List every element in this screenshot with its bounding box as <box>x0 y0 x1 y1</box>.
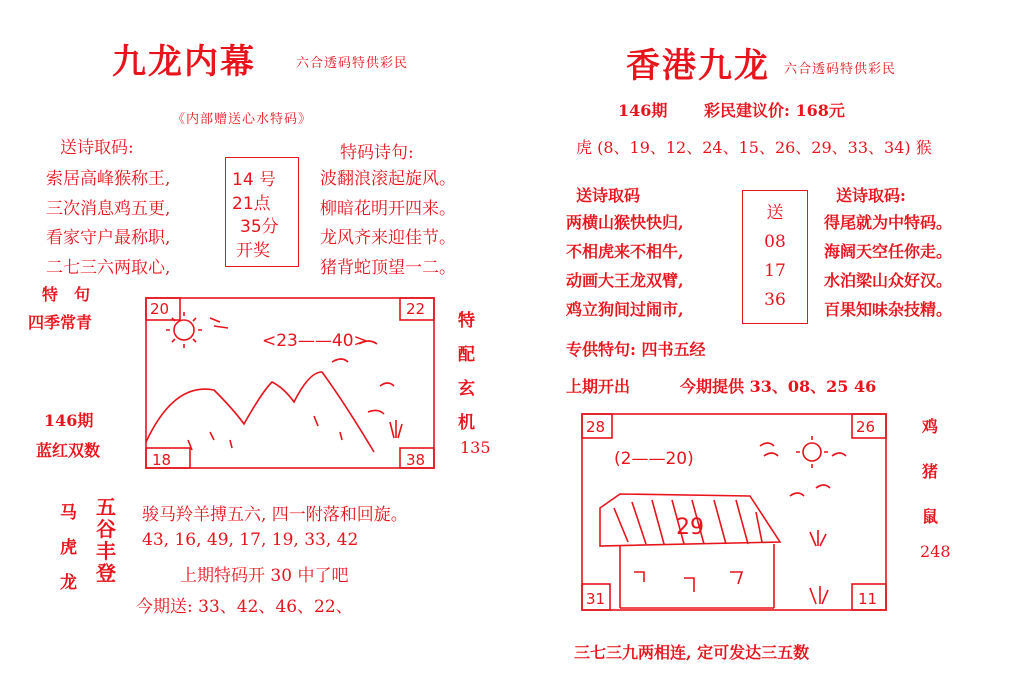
right-special-line-4: 百果知味杂技精。 <box>824 300 953 319</box>
draw-label: 开奖 <box>236 241 270 261</box>
grain-char-4: 登 <box>96 561 116 585</box>
box-number-3: 36 <box>764 290 786 310</box>
right-box-values <box>752 198 798 310</box>
left-bottom-poem: 骏马羚羊搏五六, 四一附落和回旋。 <box>142 505 408 525</box>
right-this-issue: 今期提供 33、08、25 46 <box>680 377 877 396</box>
right-side-number: 248 <box>920 542 951 561</box>
draw-minute: 35分 <box>240 217 279 237</box>
right-special-line-3: 水泊梁山众好汉。 <box>824 271 953 290</box>
left-title: 九龙内幕 <box>112 42 256 82</box>
right-poem-heading: 送诗取码 <box>576 186 641 205</box>
right-price: 彩民建议价: 168元 <box>704 101 845 120</box>
left-poem-line-4: 二七三六两取心, <box>46 258 171 278</box>
left-issue-value: 蓝红双数 <box>36 441 101 460</box>
right-special-line-1: 得尾就为中特码。 <box>824 213 953 232</box>
left-bottom-numbers: 43, 16, 49, 17, 19, 33, 42 <box>142 530 359 550</box>
right-footer: 三七三九两相连, 定可发达三五数 <box>574 643 810 662</box>
left-sketch-tr: 22 <box>406 300 426 318</box>
right-sketch-tl: 28 <box>586 418 606 436</box>
side-char-1: 特 <box>458 311 475 331</box>
left-special-poem-heading: 特码诗句: <box>340 143 414 163</box>
right-last-open: 上期开出 <box>566 377 631 396</box>
right-special-phrase: 专供特句: 四书五经 <box>566 340 706 359</box>
left-side-number: 135 <box>460 438 491 457</box>
left-special-line-2: 柳暗花明开四来。 <box>320 199 456 219</box>
right-tiger-line: 虎 (8、19、12、24、15、26、29、33、34) 猴 <box>576 138 932 157</box>
grain-char-3: 丰 <box>96 539 116 563</box>
left-sketch-range: <23——40> <box>262 331 368 351</box>
left-sketch-bl: 18 <box>152 451 172 469</box>
side-char-2: 配 <box>458 345 475 365</box>
right-special-poem-heading: 送诗取码: <box>836 186 906 205</box>
draw-hour: 21点 <box>232 194 271 214</box>
left-animals <box>60 498 77 593</box>
right-sketch-roof: 29 <box>676 515 704 540</box>
left-side-vertical <box>458 306 475 433</box>
left-poem-line-2: 三次消息鸡五更, <box>46 199 171 219</box>
side-char-4: 机 <box>458 413 475 433</box>
right-title: 香港九龙 <box>626 46 770 86</box>
left-special-line-3: 龙风齐来迎佳节。 <box>320 228 456 248</box>
right-poem-line-3: 动画大王龙双臂, <box>566 271 684 290</box>
box-number-2: 17 <box>764 261 786 281</box>
left-today-send: 今期送: 33、42、46、22、 <box>136 597 353 617</box>
right-side-animals <box>922 414 938 527</box>
side-char-3: 玄 <box>458 379 475 399</box>
animal-tiger: 虎 <box>60 538 77 558</box>
right-issue: 146期 <box>618 101 668 120</box>
left-mountain-sketch <box>144 292 438 474</box>
side-animal-rooster: 鸡 <box>922 417 939 436</box>
right-poem-line-2: 不相虎来不相牛, <box>566 242 684 261</box>
grain-char-1: 五 <box>96 495 116 519</box>
left-poem-line-1: 索居高峰猴称王, <box>46 169 171 189</box>
draw-date: 14 号 <box>232 170 277 190</box>
left-subtitle: 六合透码特供彩民 <box>296 56 409 71</box>
right-sketch-br: 11 <box>858 590 878 608</box>
left-last-issue: 上期特码开 30 中了吧 <box>180 566 349 586</box>
right-sketch-range: (2——20) <box>614 449 694 469</box>
left-poem-heading: 送诗取码: <box>60 138 134 158</box>
right-subtitle: 六合透码特供彩民 <box>784 62 897 77</box>
right-sketch-bl: 31 <box>586 590 606 608</box>
left-sketch-br: 38 <box>406 451 426 469</box>
special-phrase-label: 特 句 <box>42 285 91 304</box>
left-special-line-1: 波翻浪滚起旋风。 <box>320 169 456 189</box>
grain-char-2: 谷 <box>96 517 116 541</box>
right-house-sketch <box>580 412 890 612</box>
right-sketch-tr: 26 <box>856 418 876 436</box>
side-animal-pig: 猪 <box>922 462 939 481</box>
right-special-line-2: 海阔天空任你走。 <box>824 242 953 261</box>
animal-horse: 马 <box>60 503 77 523</box>
left-special-line-4: 猪背蛇顶望一二。 <box>320 258 456 278</box>
animal-dragon: 龙 <box>60 573 77 593</box>
left-poem-line-3: 看家守户最称职, <box>46 228 171 248</box>
right-poem-line-4: 鸡立狗间过闹市, <box>566 300 684 319</box>
right-poem-line-1: 两横山猴快快归, <box>566 213 684 232</box>
left-sketch-tl: 20 <box>150 300 170 318</box>
box-number-1: 08 <box>764 232 786 252</box>
special-phrase-value: 四季常青 <box>28 313 93 332</box>
grain-vertical <box>96 496 116 584</box>
left-tagline: 《内部赠送心水特码》 <box>172 112 313 127</box>
left-issue-label: 146期 <box>44 411 94 430</box>
side-animal-rat: 鼠 <box>922 507 939 526</box>
box-send-label: 送 <box>766 203 784 223</box>
